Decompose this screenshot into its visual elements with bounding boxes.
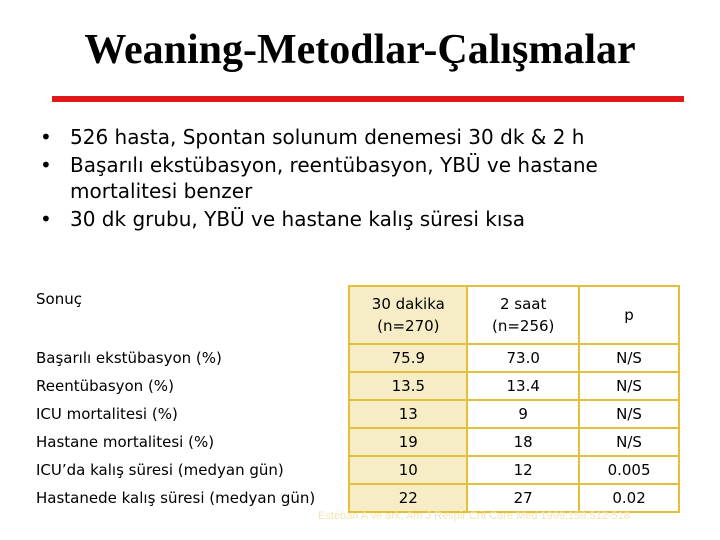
bullet-text: 526 hasta, Spontan solunum denemesi 30 dk & 2 h	[70, 125, 585, 149]
row-label: ICU’da kalış süresi (medyan gün)	[36, 461, 284, 479]
table-header-row	[30, 286, 679, 344]
citation-footnote: Esteban A ve ark, Am J Respir Crit Care Med 1999;159:512-518	[318, 510, 630, 522]
cell-2-hour: 13.4	[467, 372, 579, 400]
header-2-hour	[467, 286, 579, 344]
cell-30-min: 22	[349, 484, 467, 512]
table-row	[30, 428, 679, 456]
cell-p-value: N/S	[579, 344, 679, 372]
row-label: Başarılı ekstübasyon (%)	[36, 349, 222, 367]
bullet-dot-icon: •	[40, 207, 52, 231]
header-2-hour-n: (n=256)	[491, 317, 555, 335]
cell-30-min: 13	[349, 400, 467, 428]
title-underline	[52, 96, 684, 102]
table-row	[30, 372, 679, 400]
bullet-text: Başarılı ekstübasyon, reentübasyon, YBÜ ve hastane mortalitesi benzer	[70, 153, 598, 203]
cell-30-min: 13.5	[349, 372, 467, 400]
cell-30-min: 19	[349, 428, 467, 456]
bullet-item	[40, 206, 700, 232]
results-table	[30, 285, 680, 513]
bullet-item	[40, 152, 700, 204]
table-row	[30, 344, 679, 372]
header-30-min-n: (n=270)	[377, 317, 440, 335]
slide-title: Weaning-Metodlar-Çalışmalar	[84, 27, 636, 73]
bullet-text: 30 dk grubu, YBÜ ve hastane kalış süresi kısa	[70, 207, 526, 231]
cell-30-min: 10	[349, 456, 467, 484]
header-30-min-title: 30 dakika	[371, 295, 445, 313]
header-outcome: Sonuç	[36, 290, 82, 308]
cell-2-hour: 18	[467, 428, 579, 456]
cell-2-hour: 73.0	[467, 344, 579, 372]
table-row	[30, 484, 679, 512]
cell-p-value: N/S	[579, 400, 679, 428]
cell-30-min: 75.9	[349, 344, 467, 372]
header-30-min	[349, 286, 467, 344]
row-label: Reentübasyon (%)	[36, 377, 174, 395]
bullet-list	[40, 124, 700, 234]
bullet-dot-icon: •	[40, 125, 52, 149]
cell-p-value: 0.005	[579, 456, 679, 484]
header-p-value: p	[579, 286, 679, 344]
cell-p-value: N/S	[579, 428, 679, 456]
row-label: Hastanede kalış süresi (medyan gün)	[36, 489, 316, 507]
cell-2-hour: 27	[467, 484, 579, 512]
header-2-hour-title: 2 saat	[499, 295, 547, 313]
cell-p-value: N/S	[579, 372, 679, 400]
table-row	[30, 400, 679, 428]
bullet-item	[40, 124, 700, 150]
bullet-dot-icon: •	[40, 153, 52, 177]
cell-2-hour: 9	[467, 400, 579, 428]
cell-p-value: 0.02	[579, 484, 679, 512]
cell-2-hour: 12	[467, 456, 579, 484]
row-label: Hastane mortalitesi (%)	[36, 433, 215, 451]
row-label: ICU mortalitesi (%)	[36, 405, 178, 423]
table-row	[30, 456, 679, 484]
